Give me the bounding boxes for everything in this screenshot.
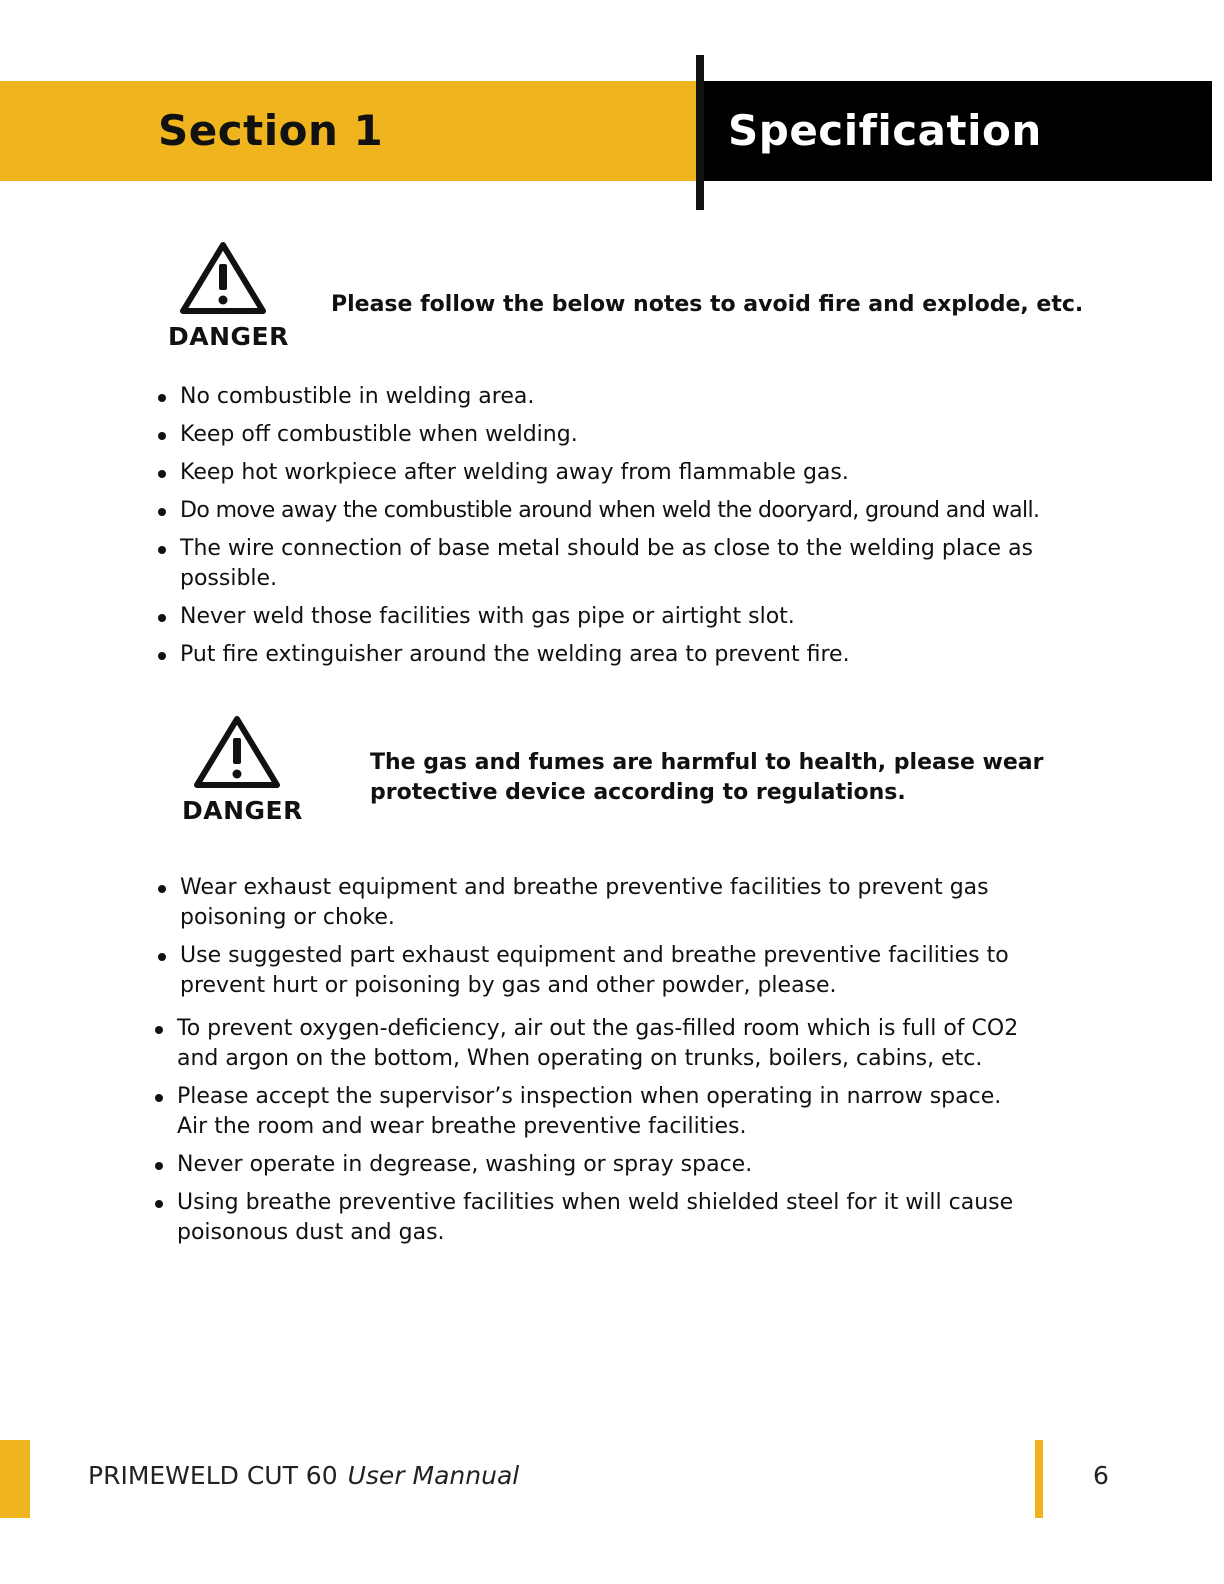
list-item: Keep off combustible when welding. — [158, 420, 1058, 450]
footer-product: PRIMEWELD CUT 60 — [88, 1461, 338, 1490]
danger-label: DANGER — [182, 796, 303, 825]
list-item: Do move away the combustible around when weld the dooryard, ground and wall. — [158, 496, 1058, 526]
list-item: Wear exhaust equipment and breathe preventive facilities to prevent gas poisoning or choke. — [158, 873, 1038, 933]
list-item: Put fire extinguisher around the welding area to prevent fire. — [158, 640, 1058, 670]
section-title-banner — [697, 81, 1212, 181]
list-item: Please accept the supervisor’s inspection when operating in narrow space. Air the room and wear breathe preventive facilities. — [155, 1082, 1038, 1142]
section-banner — [0, 81, 697, 181]
list-item: The wire connection of base metal should be as close to the welding place as possible. — [158, 534, 1058, 594]
footer-title — [88, 1461, 519, 1490]
fumes-safety-list — [158, 873, 1038, 1248]
section-title: Specification — [728, 106, 1042, 155]
list-item: Keep hot workpiece after welding away from flammable gas. — [158, 458, 1058, 488]
danger-heading-fumes: The gas and fumes are harmful to health, please wear protective device according to regulations. — [370, 750, 1044, 805]
list-item: No combustible in welding area. — [158, 382, 1058, 412]
page-number: 6 — [1093, 1461, 1109, 1490]
section-label: Section 1 — [158, 106, 384, 155]
fire-safety-list — [158, 382, 1058, 670]
footer-accent-bar-left — [0, 1440, 30, 1518]
footer-manual: User Mannual — [347, 1461, 520, 1490]
danger-label: DANGER — [168, 322, 289, 351]
list-item: To prevent oxygen-deficiency, air out the gas-filled room which is full of CO2 and argon on the bottom, When operating on trunks, boilers, cabins, etc. — [155, 1014, 1038, 1074]
warning-triangle-icon — [192, 714, 282, 790]
footer-accent-bar-right — [1035, 1440, 1043, 1518]
danger-heading-fire: Please follow the below notes to avoid fire and explode, etc. — [331, 292, 1084, 317]
list-item: Never weld those facilities with gas pipe or airtight slot. — [158, 602, 1058, 632]
danger-warning-2 — [182, 714, 303, 825]
list-item: Using breathe preventive facilities when weld shielded steel for it will cause poisonous dust and gas. — [155, 1188, 1038, 1248]
header-divider — [696, 55, 704, 210]
list-item: Never operate in degrease, washing or spray space. — [155, 1150, 1038, 1180]
list-item: Use suggested part exhaust equipment and breathe preventive facilities to prevent hurt or poisoning by gas and other powder, please. — [158, 941, 1038, 1001]
danger-warning-1 — [168, 240, 289, 351]
warning-triangle-icon — [178, 240, 268, 316]
